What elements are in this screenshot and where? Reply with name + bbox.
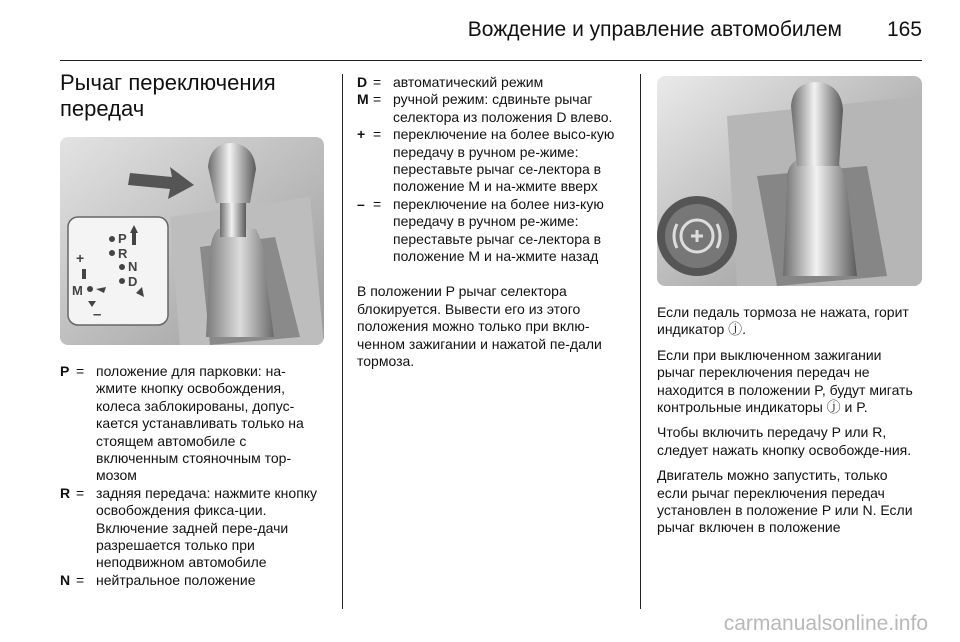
gear-label-plus: + [76,250,85,266]
definition-key: + [357,126,366,143]
gear-label-minus: – [93,306,102,323]
definition-text: переключение на более высо-кую передачу в ручном ре-жиме: переставьте рычаг се-лектора в положение M и на-жмите вверх [393,126,615,195]
body-paragraph: В положении P рычаг селектора блокируется. Вывести его из этого положения можно только при вклю-ченном зажигании и нажатой пе-дали тормоза. [357,283,602,370]
gear-definitions-list [357,74,625,265]
header-rule [60,60,922,61]
gear-label-n: N [128,259,138,274]
body-paragraph: Если при выключенном зажигании рычаг переключения передач не находится в положении P, будут мигать контрольные индикаторы ⓙ и P. [657,346,913,416]
definition-eq: = [373,126,382,143]
page-header [0,0,960,60]
gear-label-p: P [118,231,127,246]
definition-item [60,485,324,572]
gear-label-r: R [118,246,128,261]
gear-label-d: D [128,274,138,289]
body-paragraph: Чтобы включить передачу P или R, следует нажать кнопку освобожде-ния. [657,424,912,458]
gear-definitions-list [60,363,324,589]
watermark: carmanualsonline.info [723,612,928,635]
definition-key: N [60,571,71,588]
column-divider [342,74,343,609]
definition-item [357,91,625,126]
definition-key: P [60,363,70,379]
definition-key: – [357,195,365,212]
section-title: Рычаг переключения передач [60,70,276,121]
definition-text: задняя передача: нажмите кнопку освобождения фикса-ции. Включение задней пере-дачи разрешается только при неподвижном автомобиле [96,484,318,571]
definition-text: нейтральное положение [96,571,256,588]
body-paragraph: Если педаль тормоза не нажата, горит индикатор ⓙ. [657,304,909,338]
body-paragraph: Двигатель можно запустить, только если рычаг переключения передач установлен в положение P или N. Если рычаг включен в положение [657,467,913,536]
definition-item [357,126,625,196]
definition-key: M [357,91,369,108]
brake-indicator-button [657,196,737,276]
column-2 [357,74,625,379]
definition-eq: = [76,363,85,379]
definition-eq: = [373,74,382,90]
definition-text: положение для парковки: на-жмите кнопку освобождения, колеса заблокированы, допус-кается устанавливать только на стоящем автомобиле с включенным стояночным тор-мозом [96,363,304,484]
header-title: Вождение и управление автомобилем [467,18,842,41]
definition-eq: = [76,484,85,501]
definition-item [60,363,324,485]
brake-indicator-figure [657,76,922,286]
definition-eq: = [373,195,382,212]
gear-pattern-diagram [68,217,168,325]
definition-key: D [357,74,368,90]
definition-item [60,572,324,589]
definition-eq: = [373,91,382,108]
definition-text: автоматический режим [393,74,544,90]
definition-item [357,196,625,266]
column-1 [60,70,324,589]
page-number: 165 [886,18,922,41]
gear-lever-figure [60,137,324,345]
gear-label-m: M [72,283,83,298]
definition-item [357,74,625,91]
definition-eq: = [76,571,85,588]
column-3 [657,76,922,545]
definition-text: переключение на более низ-кую передачу в ручном ре-жиме: переставьте рычаг се-лектора в положение M и на-жмите назад [393,195,604,265]
definition-text: ручной режим: сдвиньте рычаг селектора из положения D влево. [393,91,613,125]
column-divider [640,74,641,609]
definition-key: R [60,484,71,501]
